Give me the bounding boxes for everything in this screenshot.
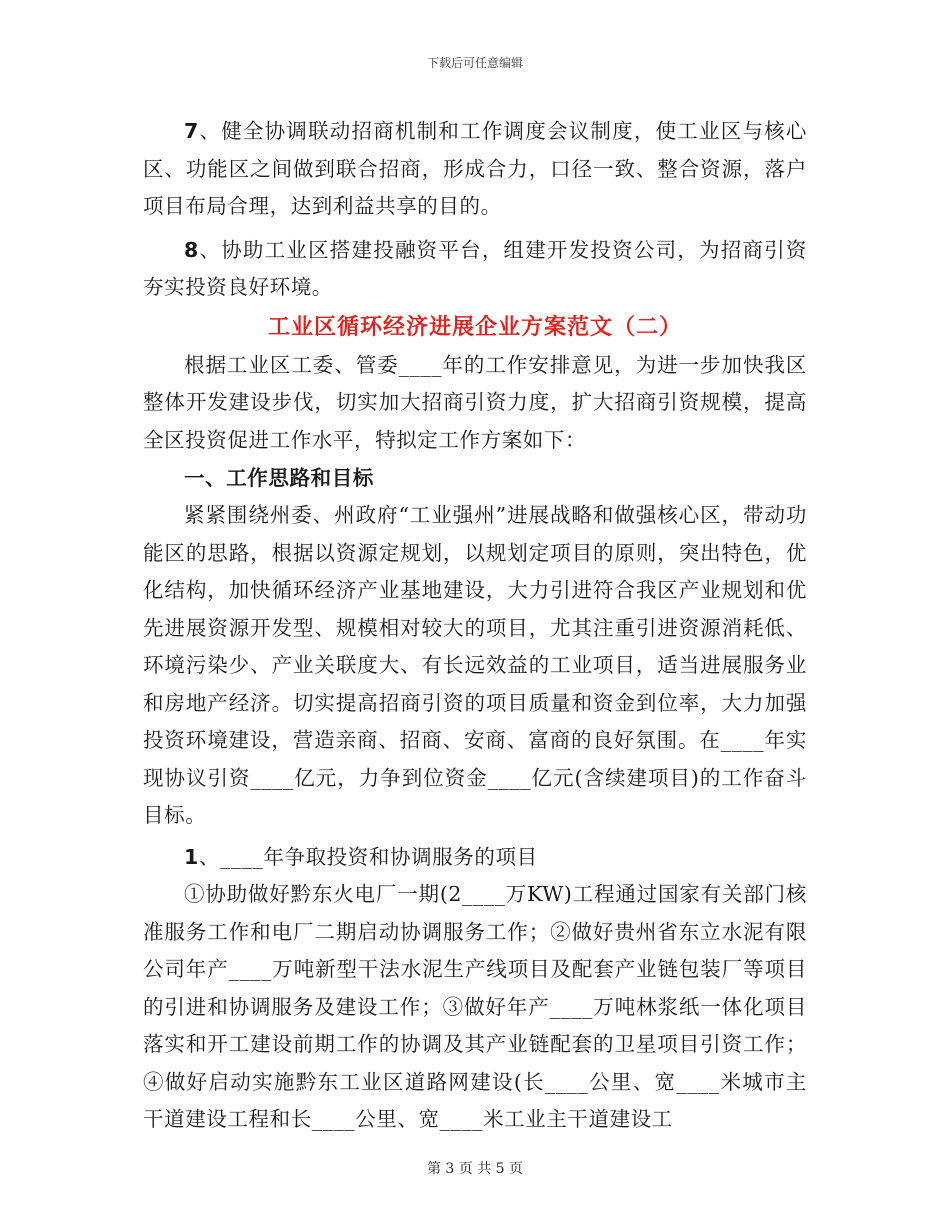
section-title: 工业区循环经济进展企业方案范文（二） bbox=[267, 313, 682, 340]
item-number: 7 bbox=[184, 119, 199, 143]
document-body bbox=[143, 113, 807, 1139]
paragraph-text: 、协助工业区搭建投融资平台，组建开发投资公司，为招商引资夯实投资良好环境。 bbox=[143, 237, 807, 299]
body-paragraph-projects: ①协助做好黔东火电厂一期(2____万KW)工程通过国家有关部门核准服务工作和电厂二期启动协调服务工作；②做好贵州省东立水泥有限公司年产____万吨新型干法水泥生产线项目及配套产业链包装厂等项目的引进和协调服务及建设工作；③做好年产____万吨林浆纸一体化项目落实和开工建设前期工作的协调及其产业链配套的卫星项目引资工作；④做好启动实施黔东工业区道路网建设(长____公里、宽____米城市主干道建设工程和长____公里、宽____米工业主干道建设工 bbox=[143, 882, 807, 1131]
paragraph-text: 、健全协调联动招商机制和工作调度会议制度，使工业区与核心区、功能区之间做到联合招商，形成合力，口径一致、整合资源，落户项目布局合理，达到利益共享的目的。 bbox=[143, 119, 807, 218]
intro-paragraph: 根据工业区工委、管委____年的工作安排意见，为进一步加快我区整体开发建设步伐，切实加大招商引资力度，扩大招商引资规模，提高全区投资促进工作水平，特拟定工作方案如下： bbox=[143, 352, 807, 452]
body-paragraph: 紧紧围绕州委、州政府“工业强州”进展战略和做强核心区，带动功能区的思路，根据以资源定规划，以规划定项目的原则，突出特色，优化结构，加快循环经济产业基地建设，大力引进符合我区产业规划和优先进展资源开发型、规模相对较大的项目，尤其注重引进资源消耗低、环境污染少、产业关联度大、有长远效益的工业项目，适当进展服务业和房地产经济。切实提高招商引资的项目质量和资金到位率，大力加强投资环境建设，营造亲商、招商、安商、富商的良好氛围。在____年实现协议引资____亿元，力争到位资金____亿元(含续建项目)的工作奋斗目标。 bbox=[143, 503, 807, 827]
item-number: 8 bbox=[184, 237, 199, 262]
paragraph-item-8 bbox=[143, 232, 807, 307]
paragraph-text: 、____年争取投资和协调服务的项目 bbox=[198, 844, 538, 869]
paragraph-item-7 bbox=[143, 113, 807, 226]
page-header: 下载后可任意编辑 bbox=[426, 56, 523, 70]
section-heading: 一、工作思路和目标 bbox=[184, 466, 374, 490]
item-number: 1 bbox=[184, 844, 199, 869]
sub-heading bbox=[143, 839, 807, 877]
page-footer: 第 3 页 共 5 页 bbox=[426, 1161, 524, 1177]
